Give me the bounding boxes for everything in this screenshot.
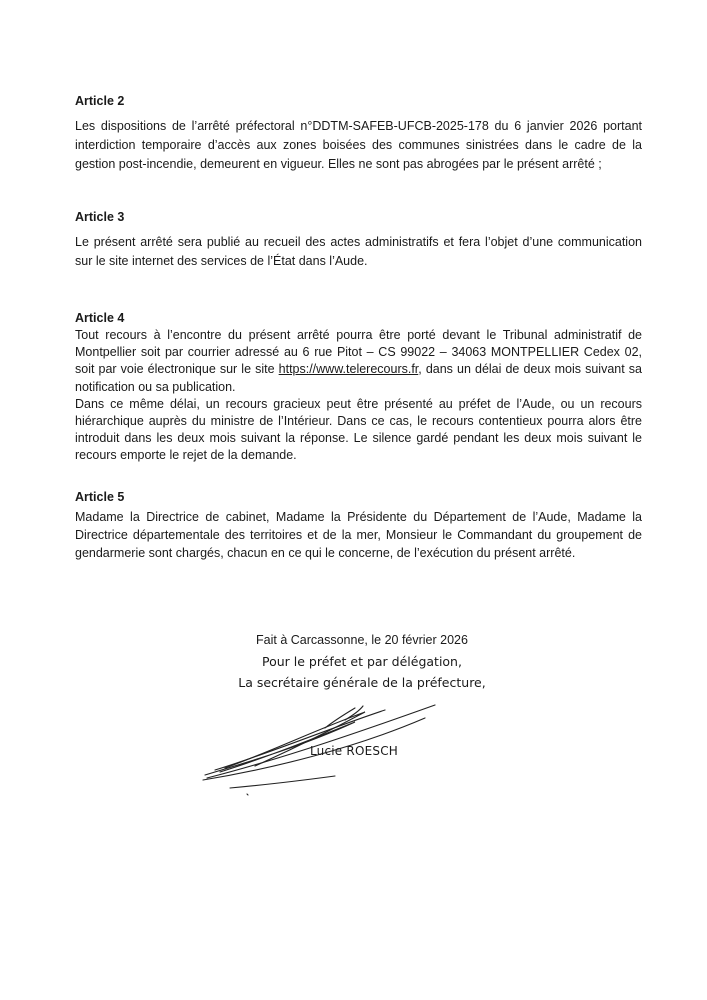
paragraph-text: , dans un délai de deux mois suivant sa notification ou sa publication. <box>75 362 642 394</box>
secretary-line: La secrétaire générale de la préfecture, <box>238 675 486 690</box>
article-heading: Article 5 <box>75 490 125 504</box>
signer-name: Lucie ROESCH <box>310 744 398 758</box>
article-2 <box>75 94 642 174</box>
paragraph-text: Tout recours à l’encontre du présent arrêté pourra être porté devant le Tribunal administratif de Montpellier soit par courrier adressé au 6 rue Pitot – CS 99022 – 34063 MONTPELLIER Cedex 02, soit par voie électronique sur le site <box>75 328 642 377</box>
article-4 <box>75 311 642 465</box>
article-paragraph: Dans ce même délai, un recours gracieux peut être présenté au préfet de l’Aude, ou un recours hiérarchique auprès du ministre de l’Intérieur. Dans ce cas, le recours contentieux pourra alors être introduit dans les deux mois suivant la réponse. Le silence gardé pendant les deux mois suivant le recours emporte le rejet de la demande. <box>75 396 642 463</box>
article-paragraph: Madame la Directrice de cabinet, Madame la Présidente du Département de l’Aude, Madame la Directrice départementale des territoires et de la mer, Monsieur le Commandant du groupement de gendarmerie sont chargés, chacun en ce qui le concerne, de l’exécution du présent arrêté. <box>75 510 642 560</box>
signature-stroke <box>247 794 248 795</box>
article-paragraph: Les dispositions de l’arrêté préfectoral n°DDTM-SAFEB-UFCB-2025-178 du 6 janvier 2026 portant interdiction temporaire d’accès aux zones boisées des communes sinistrées dans le cadre de la gestion post-incendie, demeurent en vigueur. Elles ne sont pas abrogées par le présent arrêté ; <box>75 119 642 171</box>
signature-stroke <box>230 776 335 788</box>
delegation-line: Pour le préfet et par délégation, <box>262 654 462 669</box>
article-paragraph <box>75 327 642 396</box>
telerecours-link[interactable]: https://www.telerecours.fr <box>278 362 419 377</box>
article-heading: Article 3 <box>75 210 125 224</box>
signature-stroke <box>225 712 365 768</box>
signature-stroke <box>207 705 435 778</box>
article-5 <box>75 490 642 562</box>
article-heading: Article 2 <box>75 94 125 108</box>
place-date: Fait à Carcassonne, le 20 février 2026 <box>256 633 468 647</box>
article-3 <box>75 210 642 271</box>
signature-stroke <box>215 710 385 770</box>
article-heading: Article 4 <box>75 311 125 325</box>
article-paragraph: Le présent arrêté sera publié au recueil des actes administratifs et fera l’objet d’une communication sur le site internet des services de l’État dans l’Aude. <box>75 235 642 268</box>
